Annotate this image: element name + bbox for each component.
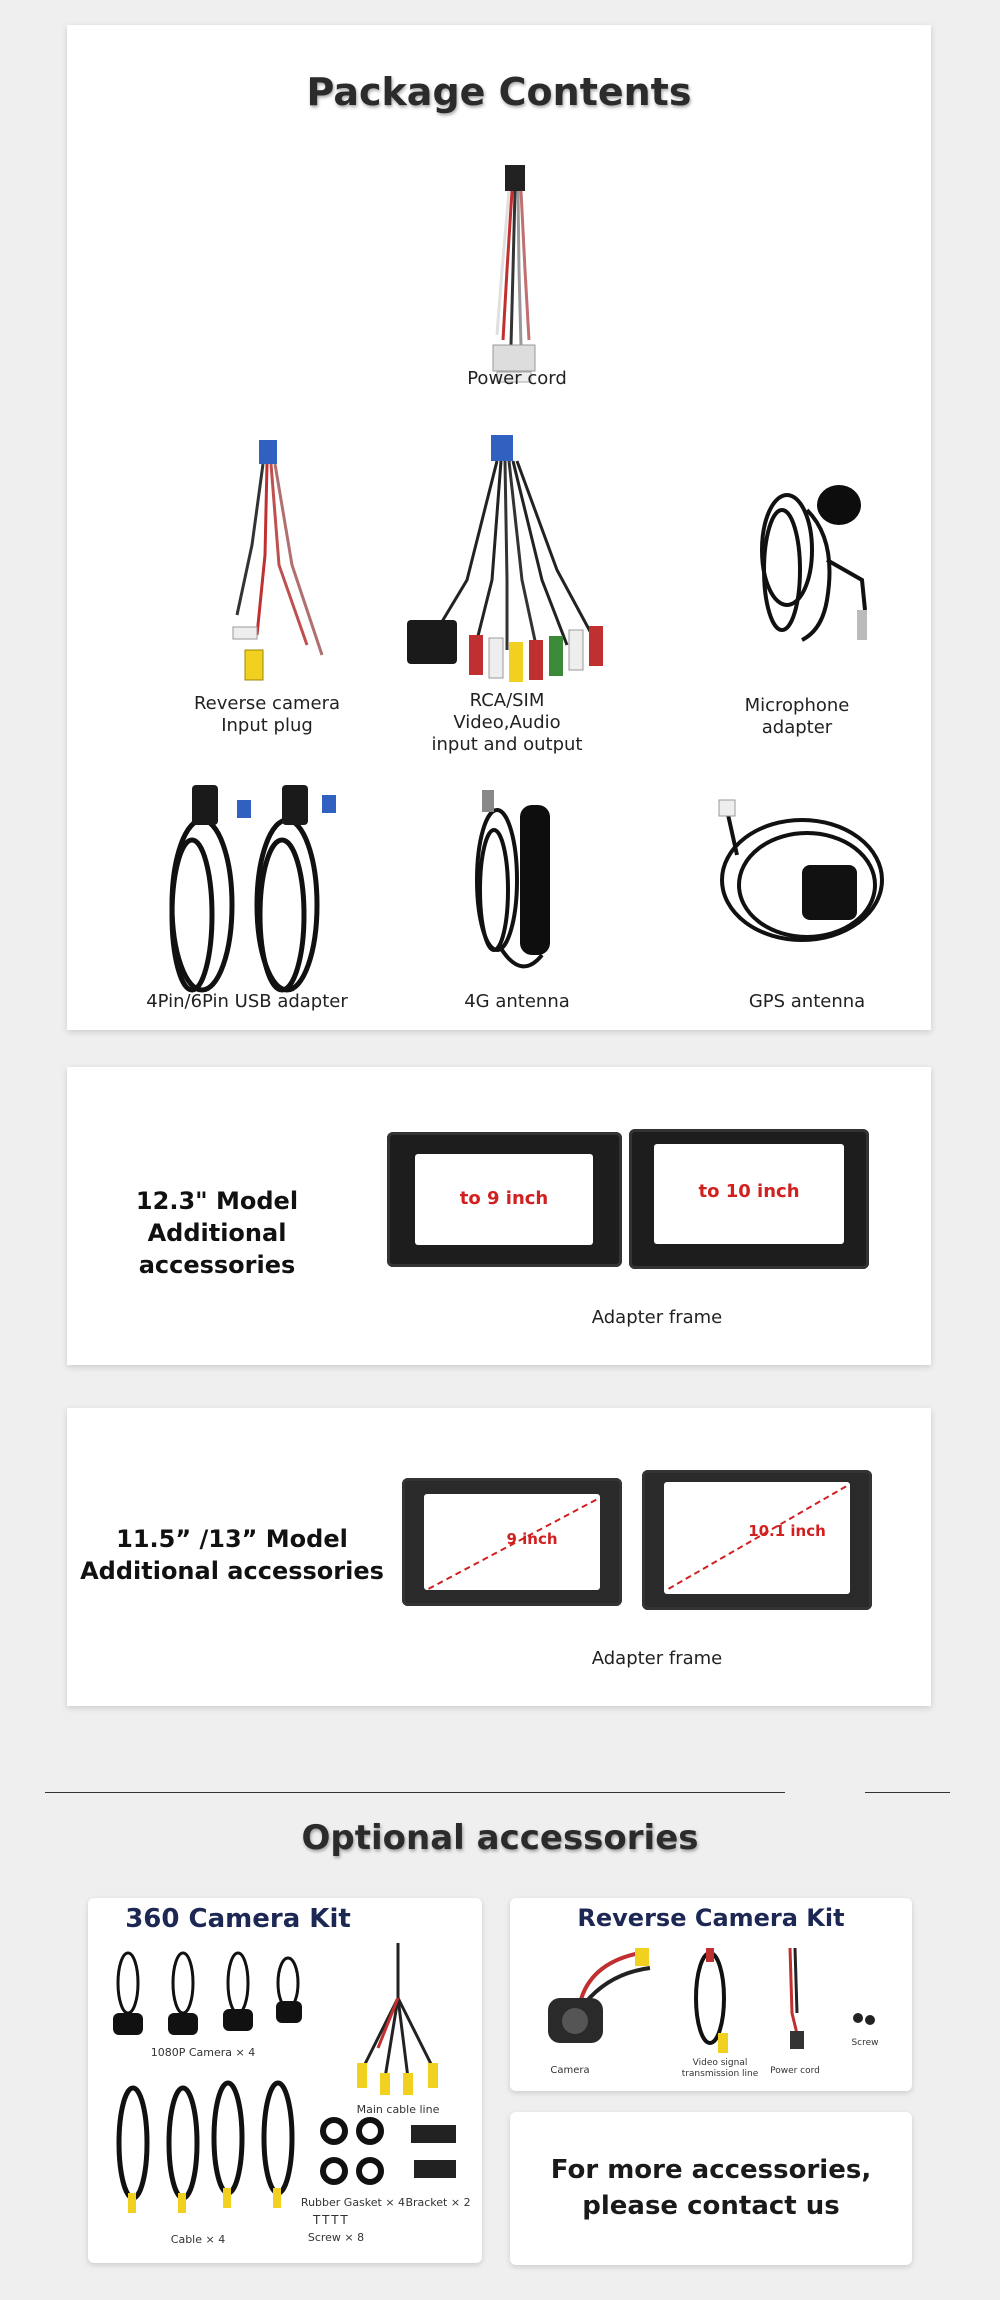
model-12-caption: Adapter frame [591, 1307, 723, 1328]
model-115-caption: Adapter frame [591, 1648, 723, 1669]
package-contents-title: Package Contents [306, 70, 692, 114]
gasket-caption: Rubber Gasket × 4 [300, 2196, 406, 2209]
kit-360-card [88, 1898, 482, 2263]
frame-right-text: to 10 inch [698, 1181, 800, 1202]
bracket-caption: Bracket × 2 [405, 2196, 471, 2209]
contact-card [510, 2112, 912, 2265]
cable-caption: Cable × 4 [170, 2233, 226, 2246]
4g-antenna-image [452, 780, 582, 1000]
reverse-screw-image [850, 2008, 880, 2033]
power-cord-label: Power cord [467, 368, 567, 389]
contact-text: For more accessories, please contact us [550, 2155, 872, 2221]
microphone-label: Microphone adapter [744, 695, 850, 738]
package-contents-card [67, 25, 931, 1030]
reverse-screw-caption: Screw [851, 2038, 879, 2048]
rca-sim-cable-image [397, 430, 617, 700]
adapter-frame-10-inch [629, 1129, 869, 1269]
divider-right [865, 1792, 950, 1793]
divider-left [45, 1792, 785, 1793]
optional-title: Optional accessories [301, 1818, 699, 1858]
frame-9-text: 9 inch [506, 1530, 558, 1548]
adapter-frame-9-inch-b [402, 1478, 622, 1606]
model-115-label: 11.5” /13” Model Additional accessories [80, 1525, 384, 1585]
adapter-frame-9-inch [387, 1132, 622, 1267]
gps-antenna-label: GPS antenna [748, 991, 866, 1012]
cameras-image [98, 1943, 318, 2043]
video-line-image [680, 1943, 750, 2063]
microphone-image [727, 460, 877, 660]
reverse-power-cord-image [770, 1943, 820, 2053]
model-115-card [67, 1408, 931, 1706]
brackets-image [406, 2120, 466, 2190]
screw-caption: Screw × 8 [307, 2231, 365, 2244]
usb-adapter-image [132, 775, 362, 1005]
video-line-caption: Video signal transmission line [681, 2058, 759, 2079]
adapter-frame-10-inch-b [642, 1470, 872, 1610]
reverse-camera-plug-image [197, 435, 337, 685]
cables-image [98, 2073, 308, 2233]
gaskets-image [318, 2113, 388, 2193]
power-cord-image [467, 160, 567, 390]
reverse-camera-caption: Camera [550, 2065, 590, 2076]
kit-360-title: 360 Camera Kit [125, 1904, 351, 1934]
rca-sim-label: RCA/SIM Video,Audio input and output [431, 690, 583, 755]
frame-10-text: 10.1 inch [748, 1522, 826, 1540]
main-cable-caption: Main cable line [356, 2103, 440, 2116]
reverse-camera-label: Reverse camera Input plug [193, 693, 341, 736]
frame-left-text: to 9 inch [459, 1188, 549, 1209]
4g-antenna-label: 4G antenna [464, 991, 570, 1012]
cam-caption: 1080P Camera × 4 [150, 2046, 256, 2059]
model-12-label: 12.3" Model Additional accessories [135, 1187, 299, 1279]
reverse-kit-title: Reverse Camera Kit [577, 1904, 845, 1932]
reverse-power-caption: Power cord [770, 2066, 820, 2076]
reverse-camera-image [540, 1943, 660, 2053]
main-cable-image [343, 1938, 453, 2098]
usb-adapter-label: 4Pin/6Pin USB adapter [146, 991, 348, 1012]
gps-antenna-image [707, 795, 897, 965]
reverse-kit-card [510, 1898, 912, 2091]
screws-icon: TTTT [313, 2213, 350, 2227]
model-12-card [67, 1067, 931, 1365]
